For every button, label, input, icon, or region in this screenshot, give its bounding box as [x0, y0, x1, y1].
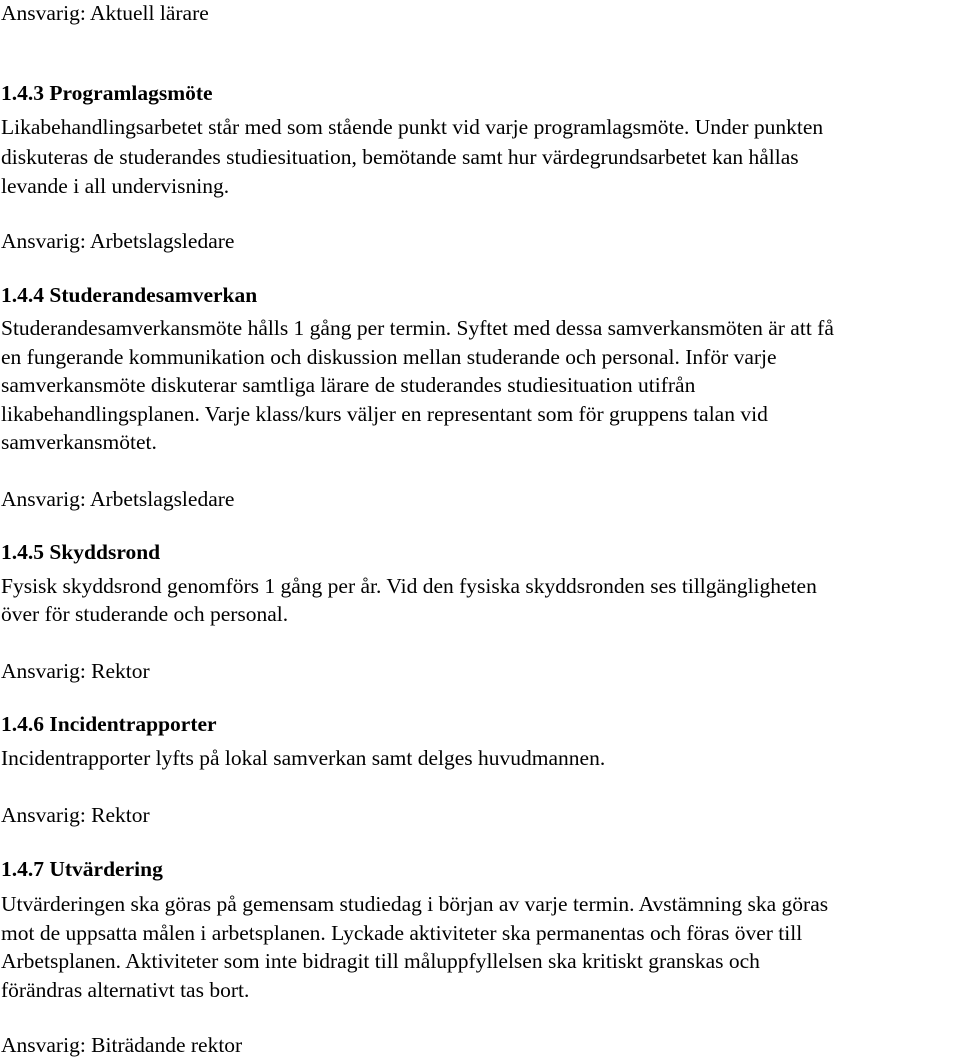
responsible-line: Ansvarig: Aktuell lärare — [1, 1, 209, 25]
paragraph-line: levande i all undervisning. — [1, 174, 230, 198]
responsible-line: Ansvarig: Arbetslagsledare — [1, 229, 235, 253]
section-heading: 1.4.4 Studerandesamverkan — [1, 283, 258, 307]
responsible-line: Ansvarig: Arbetslagsledare — [1, 487, 235, 511]
section-heading: 1.4.3 Programlagsmöte — [1, 81, 213, 105]
section-heading: 1.4.7 Utvärdering — [1, 857, 163, 881]
paragraph-line: Arbetsplanen. Aktiviteter som inte bidragit till måluppfyllelsen ska kritiskt granskas och — [1, 949, 760, 973]
paragraph-line: mot de uppsatta målen i arbetsplanen. Lyckade aktiviteter ska permanentas och föras över till — [1, 921, 803, 945]
paragraph-line: Studerandesamverkansmöte hålls 1 gång per termin. Syftet med dessa samverkansmöten är att få — [1, 316, 834, 340]
responsible-line: Ansvarig: Rektor — [1, 659, 150, 683]
paragraph-line: samverkansmöte diskuterar samtliga lärare de studerandes studiesituation utifrån — [1, 373, 696, 397]
paragraph-line: över för studerande och personal. — [1, 602, 289, 626]
paragraph-line: Incidentrapporter lyfts på lokal samverkan samt delges huvudmannen. — [1, 746, 606, 770]
responsible-line: Ansvarig: Rektor — [1, 803, 150, 827]
paragraph-line: förändras alternativt tas bort. — [1, 978, 250, 1002]
paragraph-line: Fysisk skyddsrond genomförs 1 gång per år. Vid den fysiska skyddsronden ses tillgängligheten — [1, 574, 817, 598]
section-heading: 1.4.5 Skyddsrond — [1, 540, 161, 564]
paragraph-line: Likabehandlingsarbetet står med som stående punkt vid varje programlagsmöte. Under punkten — [1, 115, 824, 139]
paragraph-line: Utvärderingen ska göras på gemensam studiedag i början av varje termin. Avstämning ska göras — [1, 892, 829, 916]
paragraph-line: diskuteras de studerandes studiesituation, bemötande samt hur värdegrundsarbetet kan hållas — [1, 145, 799, 169]
paragraph-line: en fungerande kommunikation och diskussion mellan studerande och personal. Inför varje — [1, 345, 777, 369]
paragraph-line: likabehandlingsplanen. Varje klass/kurs väljer en representant som för gruppens talan vid — [1, 402, 768, 426]
section-heading: 1.4.6 Incidentrapporter — [1, 712, 217, 736]
responsible-line: Ansvarig: Biträdande rektor — [1, 1033, 243, 1057]
paragraph-line: samverkansmötet. — [1, 430, 157, 454]
